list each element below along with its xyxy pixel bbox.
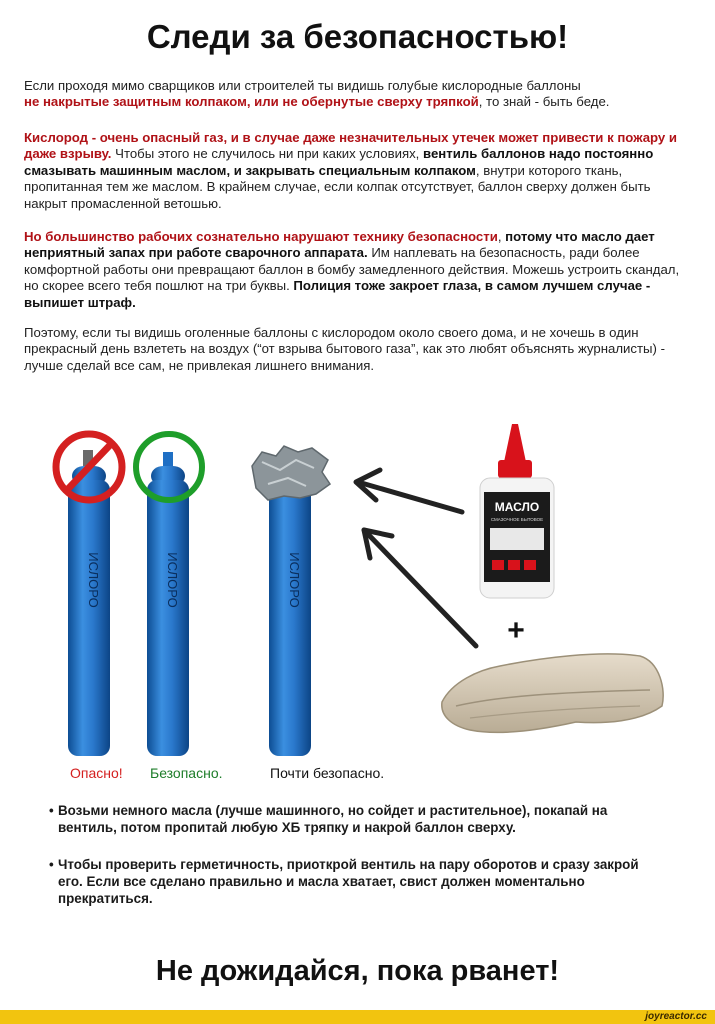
bullet-item [49, 857, 658, 907]
violations-police: Полиция тоже закроет глаза, в самом лучшем случае - выпишет штраф. [24, 278, 651, 310]
bullet-dot: • [49, 803, 54, 818]
intro-text: Если проходя мимо сварщиков или строителей ты видишь голубые кислородные баллоны [24, 78, 581, 93]
bullet-text: Возьми немного масла (лучше машинного, но сойдет и растительное), покапай на вентиль, потом пропитай любую ХБ тряпку и накрой баллон сверху. [58, 803, 608, 835]
rag-cover-icon [252, 446, 330, 500]
paragraph-conclusion [24, 325, 688, 374]
oxygen-instruction: вентиль баллонов надо постоянно смазывать машинным маслом, и закрывать специальным колпаком [24, 146, 654, 178]
bullet-text: Чтобы проверить герметичность, приоткрой вентиль на пару оборотов и сразу закрой его. Если все сделано правильно и масла хватает, свист должен моментально прекратиться. [58, 857, 639, 906]
bullet-dot: • [49, 857, 54, 872]
intro-warning: не накрытые защитным колпаком, или не обернутые сверху тряпкой [24, 94, 479, 110]
caption-safe: Безопасно. [150, 765, 223, 781]
arrow-icon [356, 470, 462, 512]
footer-bar [0, 1010, 715, 1024]
oil-sublabel: СМАЗОЧНОЕ БЫТОВОЕ [490, 517, 544, 522]
paragraph-oxygen [24, 130, 688, 212]
cylinder-label: ИСЛОРО [287, 552, 302, 608]
caption-danger: Опасно! [70, 765, 123, 781]
intro-text-end: , то знай - быть беде. [478, 94, 610, 110]
footer-title: Не дожидайся, пока рванет! [155, 955, 560, 987]
paragraph-intro [24, 78, 688, 111]
violations-warning: Но большинство рабочих сознательно нарушают технику безопасности [24, 229, 498, 244]
violations-text: Им наплевать на безопасность, ради более комфортной работы они превращают баллон в бомбу замедленного действия. Можешь устроить скандал, но скорее всего тебя пошлют на три буквы. [24, 245, 680, 294]
violations-reason: потому что масло дает неприятный запах при работе сварочного аппарата. [24, 229, 655, 261]
arrow-icon [364, 530, 476, 646]
oxygen-text: Чтобы этого не случилось ни при каких условиях, [111, 146, 424, 162]
bullet-item [49, 803, 658, 837]
oxygen-text-end: , внутри которого ткань, пропитанная тем же маслом. В крайнем случае, если колпак отсутствует, баллон сверху должен быть накрыт промасленной ветошью. [24, 162, 651, 211]
cylinder-almost-safe [252, 446, 330, 756]
violations-comma: , [497, 229, 506, 244]
oxygen-warning: Кислород - очень опасный газ, и в случае даже незначительных утечек может привести к пожару и даже взрыву. [24, 130, 678, 162]
rag-icon [442, 654, 663, 733]
paragraph-violations [24, 229, 688, 311]
cylinder-label: ИСЛОРО [165, 552, 180, 608]
conclusion-text: Поэтому, если ты видишь оголенные баллоны с кислородом около своего дома, и не хочешь в один прекрасный день взлететь на воздух (“от взрыва бытового газа”, как это любят объяснять журналисты) - лучше сделай все сам, не привлекая лишнего внимания. [24, 325, 665, 373]
oil-bottle [480, 424, 554, 598]
watermark[interactable]: joyreactor.cc [645, 1011, 707, 1022]
oil-label: МАСЛО [494, 500, 540, 514]
caption-almost-safe: Почти безопасно. [270, 765, 385, 781]
illustration [0, 400, 715, 800]
plus-sign: + [507, 614, 525, 647]
cylinder-label: ИСЛОРО [86, 552, 101, 608]
page-title: Следи за безопасностью! [146, 18, 569, 55]
